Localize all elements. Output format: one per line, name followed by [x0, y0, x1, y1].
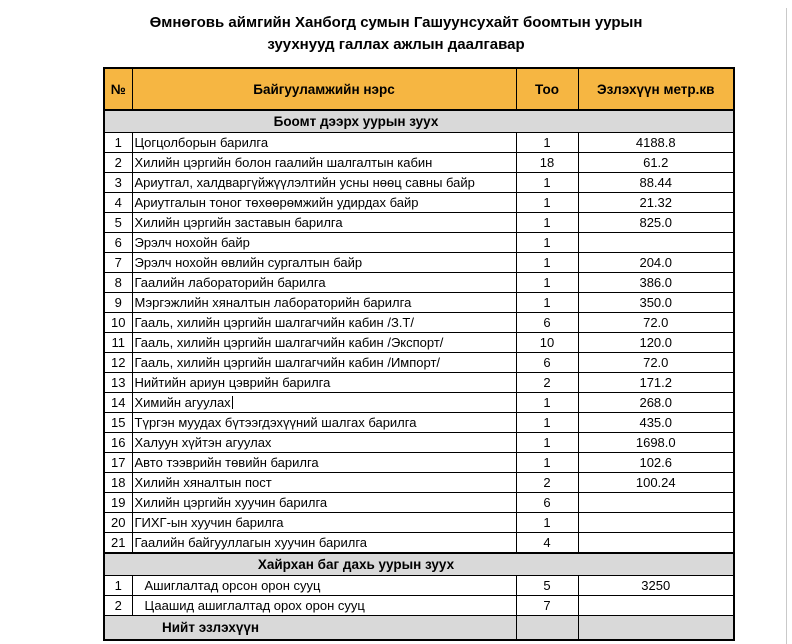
- facility-name-cell[interactable]: Цаашид ашиглалтад орох орон сууц: [132, 596, 516, 616]
- facility-name-cell[interactable]: Эрэлч нохойн өвлийн сургалтын байр: [132, 253, 516, 273]
- facility-name-cell[interactable]: Түргэн муудах бүтээгдэхүүний шалгах барилга: [132, 413, 516, 433]
- row-number-cell[interactable]: 12: [104, 353, 132, 373]
- quantity-cell[interactable]: 1: [516, 273, 578, 293]
- row-number-cell[interactable]: 17: [104, 453, 132, 473]
- row-number-cell[interactable]: 1: [104, 576, 132, 596]
- facility-name-cell[interactable]: ГИХГ-ын хуучин барилга: [132, 513, 516, 533]
- volume-cell[interactable]: [578, 513, 734, 533]
- facility-name-cell[interactable]: Цогцолборын барилга: [132, 133, 516, 153]
- total-qty-cell[interactable]: [516, 616, 578, 641]
- row-number-cell[interactable]: 7: [104, 253, 132, 273]
- table-header-row: [104, 68, 734, 110]
- facility-name-cell[interactable]: Хилийн цэргийн хуучин барилга: [132, 493, 516, 513]
- row-number-cell[interactable]: 8: [104, 273, 132, 293]
- facility-name-cell[interactable]: Ариутгалын тоног төхөөрөмжийн удирдах байр: [132, 193, 516, 213]
- facility-name-cell[interactable]: Хилийн цэргийн болон гаалийн шалгалтын кабин: [132, 153, 516, 173]
- document-title[interactable]: [0, 0, 792, 56]
- row-number-cell[interactable]: 11: [104, 333, 132, 353]
- table-row: [104, 493, 734, 513]
- title-line-2: зуухнууд галлах ажлын даалгавар: [267, 36, 525, 53]
- volume-cell[interactable]: 825.0: [578, 213, 734, 233]
- table-row: [104, 596, 734, 616]
- volume-cell[interactable]: 4188.8: [578, 133, 734, 153]
- col-header-name[interactable]: Байгууламжийн нэрс: [132, 68, 516, 110]
- section-title[interactable]: Боомт дээрх уурын зуух: [104, 110, 734, 133]
- volume-cell[interactable]: 72.0: [578, 313, 734, 333]
- table-row: [104, 433, 734, 453]
- volume-cell[interactable]: 3250: [578, 576, 734, 596]
- row-number-cell[interactable]: 20: [104, 513, 132, 533]
- quantity-cell[interactable]: 1: [516, 413, 578, 433]
- quantity-cell[interactable]: 1: [516, 293, 578, 313]
- volume-cell[interactable]: 1698.0: [578, 433, 734, 453]
- facility-name-cell[interactable]: Хилийн цэргийн заставын барилга: [132, 213, 516, 233]
- quantity-cell[interactable]: 1: [516, 513, 578, 533]
- quantity-cell[interactable]: 2: [516, 473, 578, 493]
- table-row: [104, 253, 734, 273]
- quantity-cell[interactable]: 18: [516, 153, 578, 173]
- table-row: [104, 173, 734, 193]
- table-row: [104, 453, 734, 473]
- table-row: [104, 353, 734, 373]
- quantity-cell[interactable]: 1: [516, 233, 578, 253]
- facility-name-cell[interactable]: Гааль, хилийн цэргийн шалгагчийн кабин /Импорт/: [132, 353, 516, 373]
- table-row: [104, 193, 734, 213]
- quantity-cell[interactable]: 1: [516, 213, 578, 233]
- row-number-cell[interactable]: 10: [104, 313, 132, 333]
- col-header-no[interactable]: №: [104, 68, 132, 110]
- quantity-cell[interactable]: 10: [516, 333, 578, 353]
- facility-name-cell[interactable]: Нийтийн ариун цэврийн барилга: [132, 373, 516, 393]
- row-number-cell[interactable]: 6: [104, 233, 132, 253]
- table-row: [104, 576, 734, 596]
- row-number-cell[interactable]: 16: [104, 433, 132, 453]
- quantity-cell[interactable]: 1: [516, 453, 578, 473]
- table-row: [104, 373, 734, 393]
- row-number-cell[interactable]: 15: [104, 413, 132, 433]
- section-header-row: [104, 553, 734, 576]
- volume-cell[interactable]: 100.24: [578, 473, 734, 493]
- row-number-cell[interactable]: 13: [104, 373, 132, 393]
- quantity-cell[interactable]: 1: [516, 133, 578, 153]
- quantity-cell[interactable]: 1: [516, 173, 578, 193]
- table-row: [104, 133, 734, 153]
- facility-name-cell[interactable]: Химийн агуулах: [132, 393, 516, 413]
- table-row: [104, 513, 734, 533]
- volume-cell[interactable]: [578, 596, 734, 616]
- total-row: [104, 616, 734, 641]
- facility-name-cell[interactable]: Эрэлч нохойн байр: [132, 233, 516, 253]
- quantity-cell[interactable]: 1: [516, 433, 578, 453]
- volume-cell[interactable]: [578, 493, 734, 513]
- row-number-cell[interactable]: 1: [104, 133, 132, 153]
- facility-name-cell[interactable]: Ариутгал, халдваргүйжүүлэлтийн усны нөөц савны байр: [132, 173, 516, 193]
- facilities-table: [103, 67, 735, 641]
- volume-cell[interactable]: 61.2: [578, 153, 734, 173]
- volume-cell[interactable]: [578, 233, 734, 253]
- row-number-cell[interactable]: 21: [104, 533, 132, 554]
- text-cursor: [232, 396, 233, 409]
- row-number-cell[interactable]: 18: [104, 473, 132, 493]
- facility-name-cell[interactable]: Гааль, хилийн цэргийн шалгагчийн кабин /З.Т/: [132, 313, 516, 333]
- table-row: [104, 273, 734, 293]
- quantity-cell[interactable]: 6: [516, 493, 578, 513]
- row-number-cell[interactable]: 5: [104, 213, 132, 233]
- table-row: [104, 413, 734, 433]
- quantity-cell[interactable]: 1: [516, 253, 578, 273]
- facility-name-cell[interactable]: Мэргэжлийн хяналтын лабораторийн барилга: [132, 293, 516, 313]
- row-number-cell[interactable]: 9: [104, 293, 132, 313]
- volume-cell[interactable]: 268.0: [578, 393, 734, 413]
- facility-name-cell[interactable]: Халуун хүйтэн агуулах: [132, 433, 516, 453]
- row-number-cell[interactable]: 4: [104, 193, 132, 213]
- facility-name-cell[interactable]: Авто тээврийн төвийн барилга: [132, 453, 516, 473]
- volume-cell[interactable]: 435.0: [578, 413, 734, 433]
- quantity-cell[interactable]: 6: [516, 313, 578, 333]
- volume-cell[interactable]: 386.0: [578, 273, 734, 293]
- table-row: [104, 393, 734, 413]
- quantity-cell[interactable]: 2: [516, 373, 578, 393]
- row-number-cell[interactable]: 2: [104, 596, 132, 616]
- quantity-cell[interactable]: 5: [516, 576, 578, 596]
- quantity-cell[interactable]: 6: [516, 353, 578, 373]
- row-number-cell[interactable]: 19: [104, 493, 132, 513]
- table-row: [104, 153, 734, 173]
- table-row: [104, 333, 734, 353]
- row-number-cell[interactable]: 14: [104, 393, 132, 413]
- title-line-1: Өмнөговь аймгийн Ханбогд сумын Гашуунсухайт боомтын уурын: [149, 14, 643, 31]
- row-number-cell[interactable]: 2: [104, 153, 132, 173]
- volume-cell[interactable]: 120.0: [578, 333, 734, 353]
- section-title[interactable]: Хайрхан баг дахь уурын зуух: [104, 553, 734, 576]
- table-row: [104, 213, 734, 233]
- volume-cell[interactable]: [578, 533, 734, 554]
- quantity-cell[interactable]: 1: [516, 393, 578, 413]
- table-row: [104, 313, 734, 333]
- row-number-cell[interactable]: 3: [104, 173, 132, 193]
- section-header-row: [104, 110, 734, 133]
- volume-cell[interactable]: 21.32: [578, 193, 734, 213]
- quantity-cell[interactable]: 7: [516, 596, 578, 616]
- facility-name-cell[interactable]: Гаалийн байгууллагын хуучин барилга: [132, 533, 516, 554]
- quantity-cell[interactable]: 4: [516, 533, 578, 554]
- facility-name-cell[interactable]: Гааль, хилийн цэргийн шалгагчийн кабин /Экспорт/: [132, 333, 516, 353]
- volume-cell[interactable]: 171.2: [578, 373, 734, 393]
- table-row: [104, 293, 734, 313]
- document-right-edge: [786, 8, 787, 644]
- volume-cell[interactable]: 102.6: [578, 453, 734, 473]
- table-row: [104, 473, 734, 493]
- table-row: [104, 233, 734, 253]
- total-label[interactable]: Нийт эзлэхүүн: [104, 616, 516, 641]
- volume-cell[interactable]: 72.0: [578, 353, 734, 373]
- total-volume-cell[interactable]: [578, 616, 734, 641]
- col-header-qty[interactable]: Тоо: [516, 68, 578, 110]
- quantity-cell[interactable]: 1: [516, 193, 578, 213]
- facility-name-cell[interactable]: Гаалийн лабораторийн барилга: [132, 273, 516, 293]
- table-row: [104, 533, 734, 554]
- facility-name-cell[interactable]: Ашиглалтад орсон орон сууц: [132, 576, 516, 596]
- volume-cell[interactable]: 350.0: [578, 293, 734, 313]
- facility-name-cell[interactable]: Хилийн хяналтын пост: [132, 473, 516, 493]
- col-header-volume[interactable]: Эзлэхүүн метр.кв: [578, 68, 734, 110]
- volume-cell[interactable]: 204.0: [578, 253, 734, 273]
- volume-cell[interactable]: 88.44: [578, 173, 734, 193]
